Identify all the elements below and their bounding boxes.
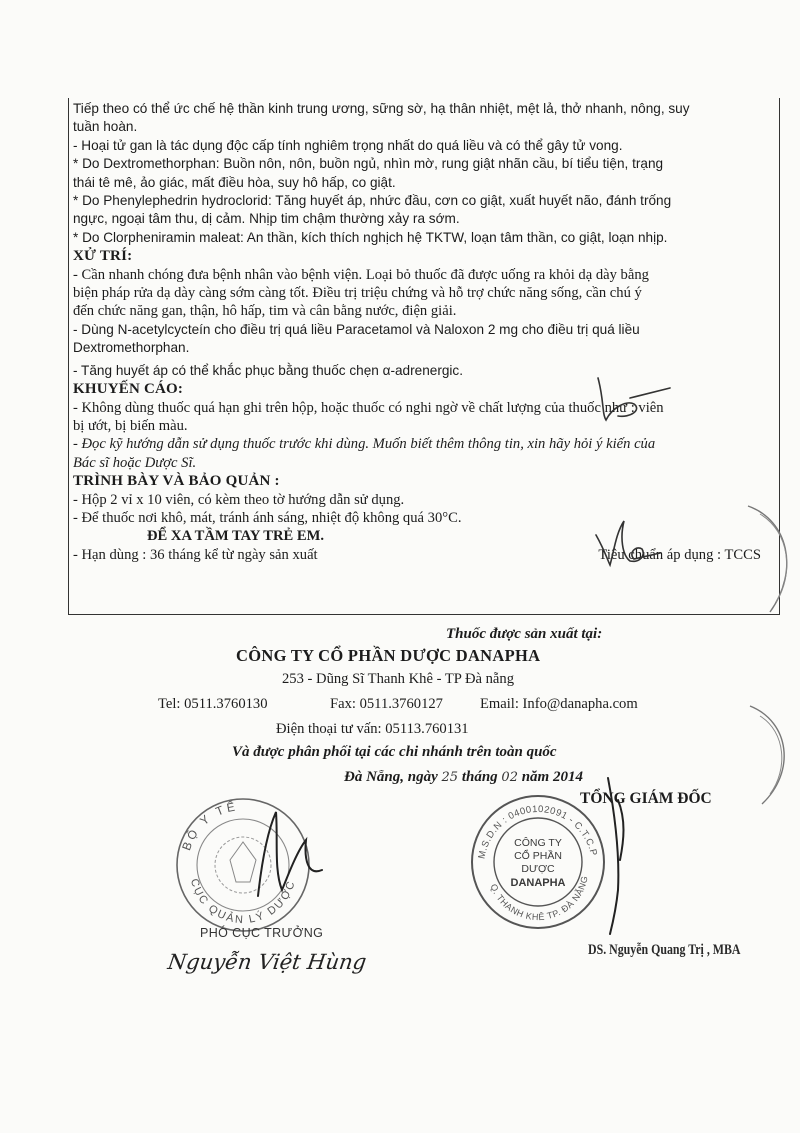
issue-date [344,769,583,786]
initial-signature-icon [590,370,680,430]
treatment-line: biện pháp rửa dạ dày càng sớm càng tốt. Điều trị triệu chứng và hỗ trợ chức năng sống, cần chú ý [73,285,642,302]
ministry-ring-bottom: CỤC QUẢN LÝ DƯỢC [187,877,298,927]
date-mid: tháng [461,769,498,785]
partial-stamp-icon [730,700,800,810]
date-prefix: Đà Nẵng, ngày [344,769,438,785]
treatment-line: - Cần nhanh chóng đưa bệnh nhân vào bệnh viện. Loại bỏ thuốc đã được uống ra khỏi dạ dày bằng [73,266,649,283]
keep-away-notice: ĐỂ XA TẦM TAY TRẺ EM. [147,528,325,545]
date-month: 02 [501,770,518,785]
company-name: CÔNG TY CỔ PHẦN DƯỢC DANAPHA [236,646,541,665]
left-signer-name: Nguyễn Việt Hùng [166,950,368,974]
company-seal-line: DANAPHA [510,877,566,889]
warning-line: bị ướt, bị biến màu. [73,417,188,434]
clorpheniramin-line: * Do Clorpheniramin maleat: An thần, kích thích nghịch hệ TKTW, loạn tâm thần, co giật, loạn nhịp. [73,229,668,245]
storage-line: - Để thuốc nơi khô, mát, tránh ánh sáng, nhiệt độ không quá 30°C. [73,509,462,526]
treatment-line: Dextromethorphan. [73,340,190,356]
overdose-line: - Hoại tử gan là tác dụng độc cấp tính nghiêm trọng nhất do quá liều và có thể gây tử vong. [73,137,623,153]
storage-heading: TRÌNH BÀY VÀ BẢO QUẢN : [73,473,280,490]
right-signer-name: DS. Nguyễn Quang Trị , MBA [588,942,741,958]
treatment-heading: XỬ TRÍ: [73,248,133,265]
partial-stamp-icon [730,500,800,620]
treatment-line: - Tăng huyết áp có thể khắc phục bằng thuốc chẹn α-adrenergic. [73,362,463,378]
company-fax: Fax: 0511.3760127 [330,696,443,712]
company-seal-line: CÔNG TY [514,837,562,849]
warning-line: - Không dùng thuốc quá hạn ghi trên hộp, hoặc thuốc có nghi ngờ về chất lượng của thuốc như : viên [73,399,664,416]
overdose-line: tuần hoàn. [73,119,138,135]
company-address: 253 - Dũng Sĩ Thanh Khê - TP Đà nẵng [282,671,514,687]
dextromethorphan-line: thái tê mê, ảo giác, mất điều hòa, suy hô hấp, co giật. [73,174,396,190]
company-seal-line: CỔ PHẦN [514,850,562,862]
date-day: 25 [441,770,459,785]
made-by-label: Thuốc được sản xuất tại: [446,626,603,642]
director-signature-icon [238,800,328,910]
warning-heading: KHUYẾN CÁO: [73,381,184,398]
standard-text: Tiêu chuẩn áp dụng : TCCS [598,546,761,563]
box-bottom-rule [68,614,780,615]
storage-line: - Hộp 2 vỉ x 10 viên, có kèm theo tờ hướng dẫn sử dụng. [73,491,405,508]
company-email: Email: Info@danapha.com [480,696,638,712]
company-ring-bottom: Q. THANH KHÊ TP. ĐÀ NẴNG [488,874,590,923]
leaflet-text-box [68,98,780,614]
initial-signature-icon [590,515,670,575]
warning-line: Bác sĩ hoặc Dược Sĩ. [73,454,197,471]
left-signer-title: PHÓ CỤC TRƯỞNG [200,926,324,940]
phenylephedrin-line: * Do Phenylephedrin hydroclorid: Tăng huyết áp, nhức đầu, cơn co giật, xuất huyết não, đánh trống [73,193,672,209]
advice-phone: Điện thoại tư vấn: 05113.760131 [276,721,469,737]
date-suffix: năm 2014 [521,769,583,785]
svg-text:BỘ Y TẾ [179,798,239,852]
phenylephedrin-line: ngực, ngoại tâm thu, dị cảm. Nhịp tim chậm thường xảy ra sớm. [73,211,460,227]
company-seal-line: DƯỢC [521,863,555,875]
director-title: TỔNG GIÁM ĐỐC [580,790,712,807]
warning-line: - Đọc kỹ hướng dẫn sử dụng thuốc trước khi dùng. Muốn biết thêm thông tin, xin hãy hỏi ý kiến của [73,436,656,453]
general-director-signature-icon [590,770,650,940]
dextromethorphan-line: * Do Dextromethorphan: Buồn nôn, nôn, buồn ngủ, nhìn mờ, rung giật nhãn cầu, bí tiểu tiện, trạng [73,156,664,172]
distribution-note: Và được phân phối tại các chi nhánh trên toàn quốc [232,744,557,760]
ministry-ring-top: BỘ Y TẾ [179,799,239,853]
company-seal-icon [468,792,608,932]
company-tel: Tel: 0511.3760130 [158,696,268,712]
treatment-line: đến chức năng gan, thận, hô hấp, tim và cân bằng nước, điện giải. [73,303,457,320]
company-ring-top: M.S.D.N : 0400102091 - C.T.C.P [476,803,600,860]
overdose-line: Tiếp theo có thể ức chế hệ thần kinh trung ương, sững sờ, hạ thân nhiệt, mệt lả, thở nhanh, nông, suy [73,101,690,116]
expiry-text: - Hạn dùng : 36 tháng kể từ ngày sản xuất [73,546,318,563]
treatment-line: - Dùng N-acetylcycteín cho điều trị quá liều Paracetamol và Naloxon 2 mg cho điều trị quá liều [73,321,640,337]
